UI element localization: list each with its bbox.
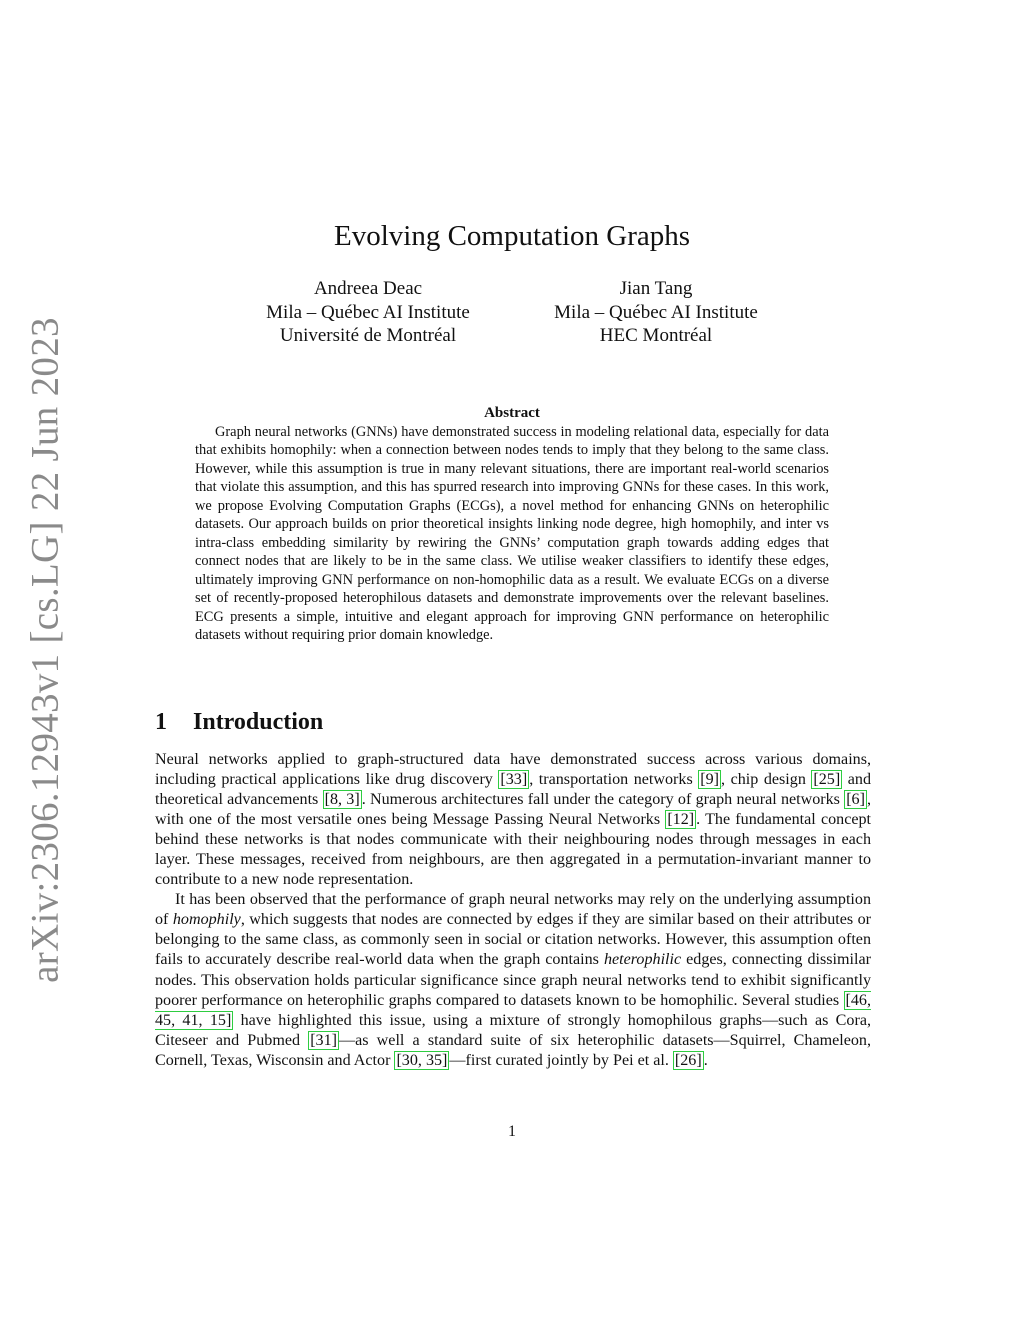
paragraph (155, 890, 871, 1070)
citation-link[interactable]: [25] (813, 771, 841, 789)
author-affiliation: Mila – Québec AI Institute (554, 301, 758, 323)
citation-link[interactable]: [31] (310, 1031, 338, 1049)
arxiv-sidebar (10, 317, 80, 983)
citation-link[interactable]: [26] (674, 1051, 702, 1069)
page-number: 1 (508, 1123, 516, 1140)
text-run: , chip design (721, 771, 812, 789)
text-run: , with one of the most versatile ones being Message Passing Neural Networks (155, 791, 871, 829)
text-run: —first curated jointly by Pei et al. (449, 1051, 673, 1069)
text-run: and theoretical advancements (155, 771, 871, 809)
author-affiliation: HEC Montréal (599, 325, 713, 346)
citation-link[interactable]: [9] (700, 771, 720, 789)
paragraph (155, 750, 871, 890)
citation-link[interactable]: [6] (846, 791, 865, 809)
citation-link[interactable]: [8, 3] (324, 791, 360, 809)
section-number: 1 (155, 709, 167, 735)
text-run: , transportation networks (529, 771, 699, 789)
abstract-text: Graph neural networks (GNNs) have demonstrated success in modeling relational data, especially for data that exhibits homophily: when a connection between nodes tends to imply that they belong to the same class. However, while this assumption is true in many relevant situations, there are important real-world scenarios that violate this assumption, and this has spurred research into improving GNNs for these cases. In this work, we propose Evolving Computation Graphs (ECGs), a novel method for enhancing GNNs on heterophilic datasets. Our approach builds on prior theoretical insights linking node degree, high homophily, and inter vs intra-class embedding similarity by rewiring the GNNs’ computation graph towards adding edges that connect nodes that are likely to be in the same class. We utilise weaker classifiers to identify these edges, ultimately improving GNN performance on non-homophilic data as a result. We evaluate ECGs on a diverse set of recently-proposed heterophilous datasets and demonstrate improvements over the relevant baselines. ECG presents a simple, intuitive and elegant approach for improving GNN performance on heterophilic datasets without requiring prior domain knowledge. (195, 424, 829, 643)
emphasis: homophily (172, 911, 241, 929)
citation-link[interactable]: [30, 35] (396, 1051, 448, 1069)
text-run: . The fundamental concept behind these networks is that nodes communicate with their neighbouring nodes through messages in each layer. These messages, received from neighbours, are then aggregated in a permutation-invariant manner to contribute to a new node representation. (155, 811, 871, 889)
emphasis: heterophilic (603, 951, 682, 969)
text-run: edges, connecting dissimilar nodes. This observation holds particular significance since graph neural networks tend to exhibit significantly poorer performance on heterophilic graphs compared to datasets known to be homophilic. Several studies (155, 951, 871, 1009)
author-name: Andreea Deac (313, 278, 423, 299)
text-run: . Numerous architectures fall under the category of graph neural networks (361, 791, 845, 809)
author-name: Jian Tang (619, 278, 693, 299)
text-run: have highlighted this issue, using a mixture of strongly homophilous graphs—such as Cora, Citeseer and Pubmed (155, 1011, 871, 1049)
text-run: Neural networks applied to graph-structured data have demonstrated success across various domains, including practical applications like drug discovery (155, 751, 871, 789)
text-run: , which suggests that nodes are connected by edges if they are similar based on their attributes or belonging to the same class, as commonly seen in social or citation networks. However, this assumption often fails to accurately describe real-world data when the graph contains (155, 911, 871, 969)
introduction-body (155, 750, 871, 1071)
text-run: —as well a standard suite of six heterophilic datasets—Squirrel, Chameleon, Cornell, Texas, Wisconsin and Actor (155, 1031, 871, 1069)
abstract-heading: Abstract (484, 405, 540, 421)
author-block-2 (510, 277, 802, 348)
citation-link[interactable]: [46, 45, 41, 15] (155, 991, 871, 1029)
citation-link[interactable]: [12] (667, 811, 695, 829)
author-affiliation: Mila – Québec AI Institute (266, 301, 470, 323)
author-block-1 (220, 277, 516, 348)
arxiv-identifier: arXiv:2306.12943v1 [cs.LG] 22 Jun 2023 (23, 317, 67, 983)
citation-link[interactable]: [33] (500, 771, 528, 789)
section-heading (155, 707, 323, 737)
text-run: . (703, 1051, 708, 1069)
paper-title: Evolving Computation Graphs (333, 220, 691, 252)
author-affiliation: Université de Montréal (279, 325, 457, 346)
section-title: Introduction (193, 709, 324, 735)
text-run: It has been observed that the performance of graph neural networks may rely on the underlying assumption of (155, 891, 871, 929)
